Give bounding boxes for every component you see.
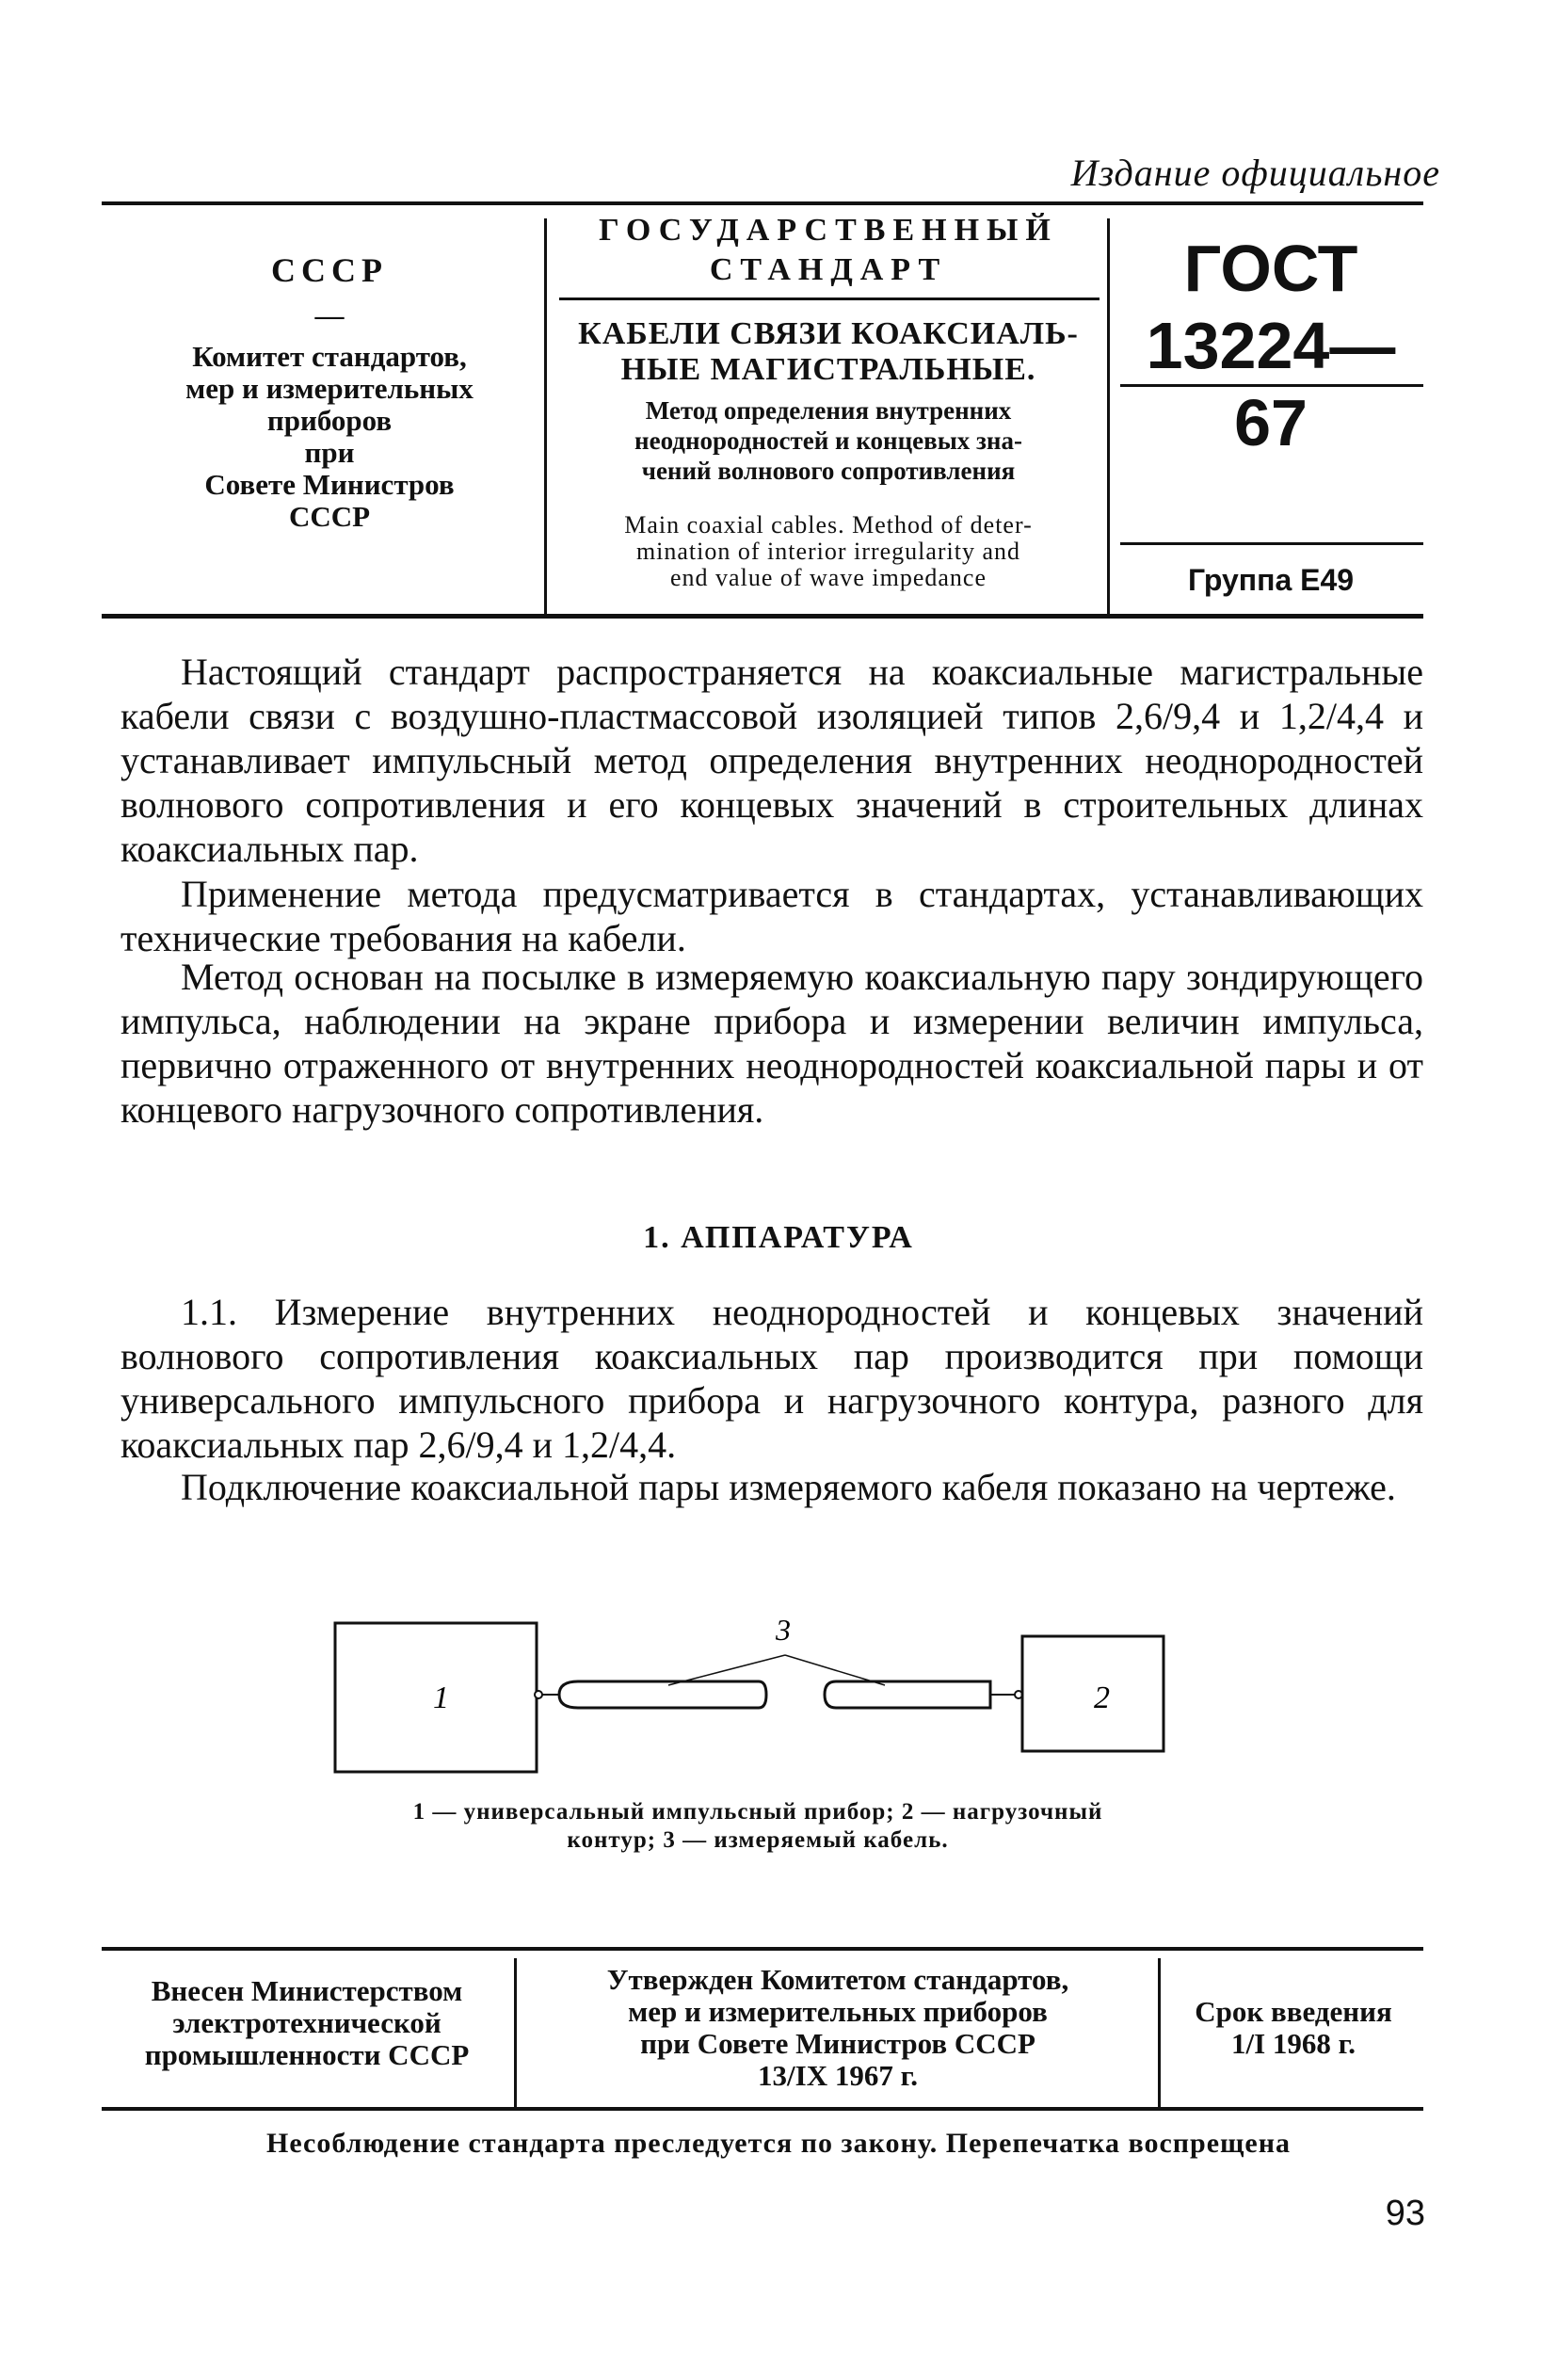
cable-segment-left bbox=[559, 1681, 766, 1708]
header-divider-right bbox=[1107, 218, 1110, 614]
standard-subtitle bbox=[555, 395, 1101, 486]
figure-caption bbox=[311, 1798, 1205, 1855]
footer-divider-right bbox=[1158, 1958, 1161, 2107]
committee-line: приборов bbox=[266, 404, 393, 437]
standard-english-title bbox=[555, 512, 1101, 591]
english-line: mination of interior irregularity and bbox=[635, 538, 1021, 565]
standard-title bbox=[555, 316, 1101, 388]
device-label: 1 bbox=[433, 1680, 449, 1715]
title-line: НЫЕ МАГИСТРАЛЬНЫЕ. bbox=[620, 352, 1036, 387]
ussr-label: СССР bbox=[271, 251, 388, 289]
state-standard-line: ГОСУДАРСТВЕННЫЙ bbox=[599, 213, 1058, 248]
footer-top-rule bbox=[102, 1947, 1423, 1951]
subtitle-line: неоднородностей и концевых зна- bbox=[634, 426, 1022, 455]
committee-line: Совете Министров bbox=[204, 468, 455, 501]
intro-paragraph: Настоящий стандарт распространяется на коаксиальные магистральные кабели связи с воздушно-пластмассовой изоляцией типов 2,6/9,4 и 1,2/4,4 и устанавливает импульсный метод определения внутренних неоднородностей волнового сопротивления и его концевых значений в строительных длинах коаксиальных пар. bbox=[120, 651, 1423, 870]
header-top-rule bbox=[102, 201, 1423, 205]
state-standard-heading bbox=[555, 211, 1101, 290]
gost-label: ГОСТ bbox=[1183, 232, 1358, 305]
gost-designation bbox=[1120, 230, 1421, 461]
header-right-rule-2 bbox=[1120, 542, 1423, 545]
gost-number: 13224—67 bbox=[1146, 309, 1396, 459]
section-paragraph: 1.1. Измерение внутренних неоднородностей и концевых значений волнового сопротивления коаксиальных пар производится при помощи универсального импульсного прибора и нагрузочного контура, разного для коаксиальных пар 2,6/9,4 и 1,2/4,4. bbox=[120, 1291, 1423, 1466]
cable-segment-right bbox=[825, 1681, 990, 1708]
effective-line: 1/I 1968 г. bbox=[1230, 2027, 1356, 2060]
page-number: 93 bbox=[1385, 2194, 1425, 2233]
approved-by bbox=[520, 1964, 1156, 2092]
legal-note: Несоблюдение стандарта преследуется по закону. Перепечатка воспрещена bbox=[266, 2128, 1291, 2159]
header-divider-left bbox=[544, 218, 547, 614]
footer-bottom-rule bbox=[102, 2107, 1423, 2111]
effective-date bbox=[1164, 1996, 1423, 2060]
introduced-by bbox=[102, 1975, 512, 2071]
committee-line: мер и измерительных bbox=[185, 372, 474, 405]
intro-paragraph: Метод основан на посылке в измеряемую коаксиальную пару зондирующего импульса, наблюдении на экране прибора и измерении величин импульса, первично отраженного от внутренних неоднородностей коаксиальной пары и от концевого нагрузочного сопротивления. bbox=[120, 956, 1423, 1131]
caption-line: контур; 3 — измеряемый кабель. bbox=[567, 1827, 949, 1853]
intro-paragraph: Применение метода предусматривается в стандартах, устанавливающих технические требования на кабели. bbox=[120, 873, 1423, 959]
approved-line: при Совете Министров СССР bbox=[640, 2027, 1035, 2060]
header-issuer bbox=[122, 251, 537, 533]
english-line: end value of wave impedance bbox=[670, 564, 987, 591]
issuer-dash: — bbox=[314, 298, 345, 331]
header-mid-rule bbox=[559, 298, 1100, 300]
subtitle-line: Метод определения внутренних bbox=[645, 396, 1012, 425]
load-label: 2 bbox=[1094, 1680, 1110, 1715]
state-standard-line: СТАНДАРТ bbox=[709, 252, 948, 287]
header-bottom-rule bbox=[102, 614, 1423, 619]
edition-label: Издание официальное bbox=[1070, 152, 1440, 194]
introduced-line: Внесен Министерством bbox=[151, 1974, 463, 2007]
introduced-line: электротехнической bbox=[172, 2006, 441, 2039]
committee-line: СССР bbox=[288, 500, 371, 533]
committee-line: Комитет стандартов, bbox=[192, 340, 467, 373]
english-line: Main coaxial cables. Method of deter- bbox=[624, 511, 1033, 539]
caption-line: 1 — универсальный импульсный прибор; 2 — нагрузочный bbox=[412, 1799, 1103, 1825]
title-line: КАБЕЛИ СВЯЗИ КОАКСИАЛЬ- bbox=[578, 316, 1079, 351]
cable-label: 3 bbox=[776, 1613, 791, 1647]
introduced-line: промышленности СССР bbox=[144, 2038, 470, 2071]
approved-line: мер и измерительных приборов bbox=[628, 1995, 1048, 2028]
connection-diagram bbox=[320, 1600, 1205, 1779]
committee-line: при bbox=[304, 436, 355, 469]
approved-line: Утвержден Комитетом стандартов, bbox=[606, 1963, 1069, 1996]
effective-line: Срок введения bbox=[1195, 1995, 1392, 2028]
section-paragraph: Подключение коаксиальной пары измеряемого кабеля показано на чертеже. bbox=[181, 1466, 1396, 1508]
subtitle-line: чений волнового сопротивления bbox=[641, 457, 1016, 485]
section-title: 1. АППАРАТУРА bbox=[643, 1220, 914, 1255]
device-terminal bbox=[535, 1691, 542, 1698]
footer-divider-left bbox=[514, 1958, 517, 2107]
approved-line: 13/IX 1967 г. bbox=[758, 2059, 918, 2092]
load-circuit-box bbox=[1022, 1636, 1164, 1751]
group-label: Группа Е49 bbox=[1187, 563, 1355, 597]
